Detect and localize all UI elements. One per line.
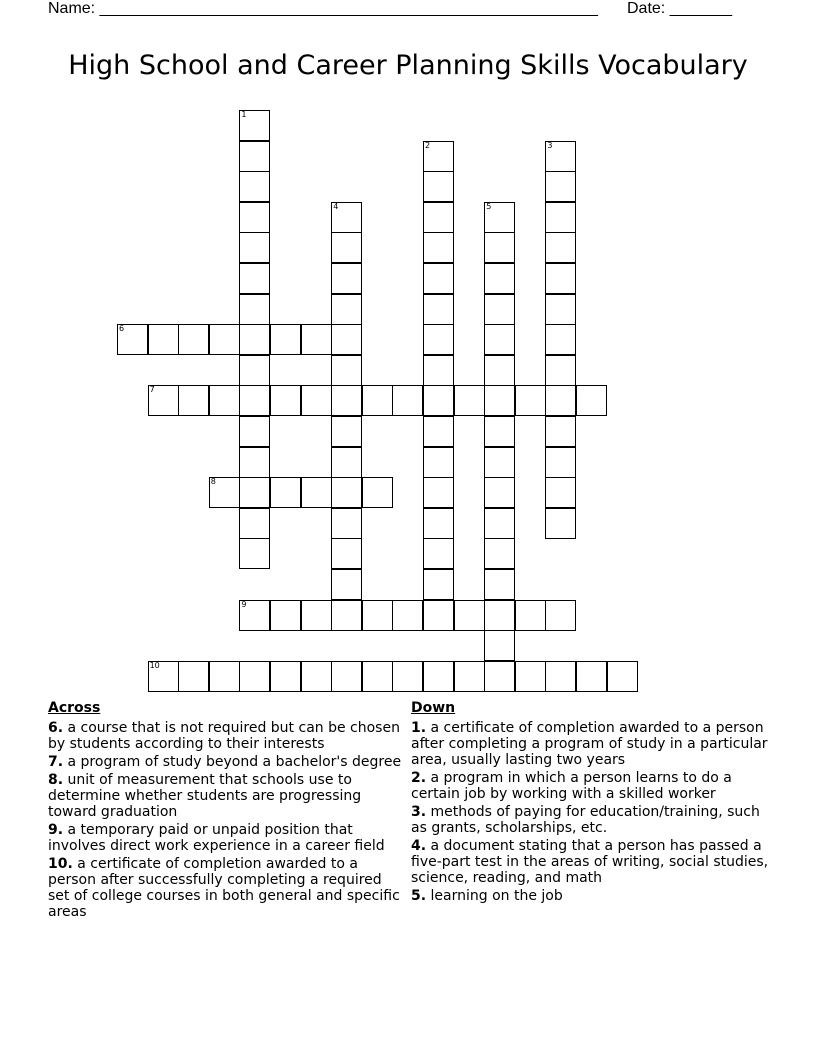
grid-cell[interactable] [331,355,362,386]
grid-cell[interactable] [117,324,148,355]
clue-down-1 [411,720,769,768]
grid-cell[interactable] [515,385,546,416]
grid-cell[interactable] [270,324,301,355]
grid-cell[interactable] [148,385,179,416]
cell-number: 4 [333,201,339,211]
grid-cell[interactable] [209,324,240,355]
clue-text: a certificate of completion awarded to a person after completing a program of study in a particular area, usually lasting two years [411,720,768,768]
grid-cell[interactable] [484,661,515,692]
grid-cell[interactable] [484,202,515,233]
grid-cell[interactable] [331,508,362,539]
cell-number: 10 [149,660,160,670]
cell-number: 8 [210,477,216,487]
grid-cell[interactable] [362,385,393,416]
cell-number: 1 [241,110,247,119]
grid-cell[interactable] [392,385,423,416]
grid-cell[interactable] [545,202,576,233]
grid-cell[interactable] [239,324,270,355]
grid-cell[interactable] [239,141,270,172]
grid-cell[interactable] [484,569,515,600]
grid-cell[interactable] [545,416,576,447]
grid-cell[interactable] [423,447,454,478]
grid-cell[interactable] [454,600,485,631]
grid-cell[interactable] [423,171,454,202]
clue-number: 8. [48,772,64,788]
grid-cell[interactable] [423,477,454,508]
grid-cell[interactable] [545,508,576,539]
grid-cell[interactable] [239,294,270,325]
page-title: High School and Career Planning Skills Vocabulary [68,50,748,81]
grid-cell[interactable] [178,661,209,692]
grid-cell[interactable] [545,141,576,172]
down-heading: Down [411,700,456,716]
cell-number: 3 [547,140,553,150]
grid-cell[interactable] [331,385,362,416]
grid-cell[interactable] [545,171,576,202]
grid-cell[interactable] [301,600,332,631]
grid-cell[interactable] [484,232,515,263]
grid-cell[interactable] [484,508,515,539]
grid-cell[interactable] [484,630,515,661]
grid-cell[interactable] [423,661,454,692]
grid-cell[interactable] [178,385,209,416]
clue-down-4 [411,838,769,886]
grid-cell[interactable] [545,600,576,631]
clue-text: learning on the job [430,888,563,904]
cell-number: 2 [425,140,431,150]
grid-cell[interactable] [331,600,362,631]
grid-cell[interactable] [148,324,179,355]
grid-cell[interactable] [545,385,576,416]
grid-cell[interactable] [239,171,270,202]
grid-cell[interactable] [209,477,240,508]
cell-number: 6 [119,324,125,334]
grid-cell[interactable] [545,477,576,508]
clue-across-7 [48,754,406,770]
grid-cell[interactable] [423,538,454,569]
clue-across-6 [48,720,406,752]
grid-cell[interactable] [423,141,454,172]
grid-cell[interactable] [362,600,393,631]
grid-cell[interactable] [239,447,270,478]
grid-cell[interactable] [239,385,270,416]
clue-number: 7. [48,754,64,770]
grid-cell[interactable] [239,263,270,294]
name-field-label: Name: ________________________________________________________ [48,0,598,17]
grid-cell[interactable] [423,355,454,386]
grid-cell[interactable] [576,385,607,416]
grid-cell[interactable] [331,661,362,692]
clue-number: 4. [411,838,427,854]
clue-number: 10. [48,856,73,872]
grid-cell[interactable] [484,263,515,294]
grid-cell[interactable] [239,416,270,447]
grid-cell[interactable] [545,447,576,478]
grid-cell[interactable] [454,661,485,692]
grid-cell[interactable] [392,600,423,631]
grid-cell[interactable] [239,508,270,539]
grid-cell[interactable] [362,661,393,692]
clue-text: a program of study beyond a bachelor's degree [67,754,402,770]
grid-cell[interactable] [423,202,454,233]
grid-cell[interactable] [239,661,270,692]
grid-cell[interactable] [270,600,301,631]
clue-number: 5. [411,888,427,904]
clue-down-5 [411,888,769,904]
grid-cell[interactable] [239,600,270,631]
grid-cell[interactable] [148,661,179,692]
grid-cell[interactable] [239,477,270,508]
clue-number: 9. [48,822,64,838]
across-heading: Across [48,700,101,716]
clue-number: 6. [48,720,64,736]
grid-cell[interactable] [331,538,362,569]
clue-text: unit of measurement that schools use to determine whether students are progressing toward graduation [48,772,362,820]
grid-cell[interactable] [331,232,362,263]
grid-cell[interactable] [484,416,515,447]
grid-cell[interactable] [423,263,454,294]
grid-cell[interactable] [331,263,362,294]
grid-cell[interactable] [331,447,362,478]
grid-cell[interactable] [576,661,607,692]
grid-cell[interactable] [423,600,454,631]
grid-cell[interactable] [454,385,485,416]
grid-cell[interactable] [362,477,393,508]
grid-cell[interactable] [607,661,638,692]
grid-cell[interactable] [239,202,270,233]
grid-cell[interactable] [331,477,362,508]
grid-cell[interactable] [423,232,454,263]
clue-text: a course that is not required but can be chosen by students according to their interests [48,720,400,752]
grid-cell[interactable] [423,324,454,355]
grid-cell[interactable] [484,600,515,631]
grid-cell[interactable] [545,355,576,386]
across-clues [48,700,406,922]
down-clues [411,700,769,906]
clue-number: 1. [411,720,427,736]
clue-text: a program in which a person learns to do a certain job by working with a skilled worker [411,770,732,802]
grid-cell[interactable] [239,538,270,569]
grid-cell[interactable] [545,324,576,355]
grid-cell[interactable] [239,110,270,141]
grid-cell[interactable] [239,355,270,386]
grid-cell[interactable] [545,232,576,263]
grid-cell[interactable] [423,294,454,325]
grid-cell[interactable] [423,385,454,416]
clue-number: 2. [411,770,427,786]
grid-cell[interactable] [484,385,515,416]
clue-across-8 [48,772,406,820]
date-field-label: Date: _______ [627,0,732,17]
clue-down-3 [411,804,769,836]
grid-cell[interactable] [515,600,546,631]
grid-cell[interactable] [484,538,515,569]
grid-cell[interactable] [484,324,515,355]
grid-cell[interactable] [270,385,301,416]
grid-cell[interactable] [392,661,423,692]
grid-cell[interactable] [545,661,576,692]
grid-cell[interactable] [545,294,576,325]
grid-cell[interactable] [484,447,515,478]
grid-cell[interactable] [301,477,332,508]
grid-cell[interactable] [515,661,546,692]
grid-cell[interactable] [209,385,240,416]
grid-cell[interactable] [301,385,332,416]
grid-cell[interactable] [301,661,332,692]
grid-cell[interactable] [331,416,362,447]
grid-cell[interactable] [423,508,454,539]
grid-cell[interactable] [178,324,209,355]
grid-cell[interactable] [423,416,454,447]
grid-cell[interactable] [301,324,332,355]
grid-cell[interactable] [331,569,362,600]
grid-cell[interactable] [270,477,301,508]
clue-text: methods of paying for education/training, such as grants, scholarships, etc. [411,804,760,836]
grid-cell[interactable] [484,294,515,325]
cell-number: 9 [241,599,247,609]
grid-cell[interactable] [545,263,576,294]
cell-number: 7 [149,385,155,395]
grid-cell[interactable] [331,294,362,325]
clue-number: 3. [411,804,427,820]
clue-text: a document stating that a person has passed a five-part test in the areas of writing, social studies, science, reading, and math [411,838,769,886]
clue-across-10 [48,856,406,920]
cell-number: 5 [486,201,492,211]
clue-down-2 [411,770,769,802]
grid-cell[interactable] [331,202,362,233]
grid-cell[interactable] [484,477,515,508]
grid-cell[interactable] [484,355,515,386]
clue-text: a temporary paid or unpaid position that involves direct work experience in a career field [48,822,385,854]
grid-cell[interactable] [423,569,454,600]
clue-across-9 [48,822,406,854]
clue-text: a certificate of completion awarded to a person after successfully completing a required set of college courses in both general and specific areas [48,856,400,920]
grid-cell[interactable] [270,661,301,692]
grid-cell[interactable] [331,324,362,355]
grid-cell[interactable] [209,661,240,692]
grid-cell[interactable] [239,232,270,263]
